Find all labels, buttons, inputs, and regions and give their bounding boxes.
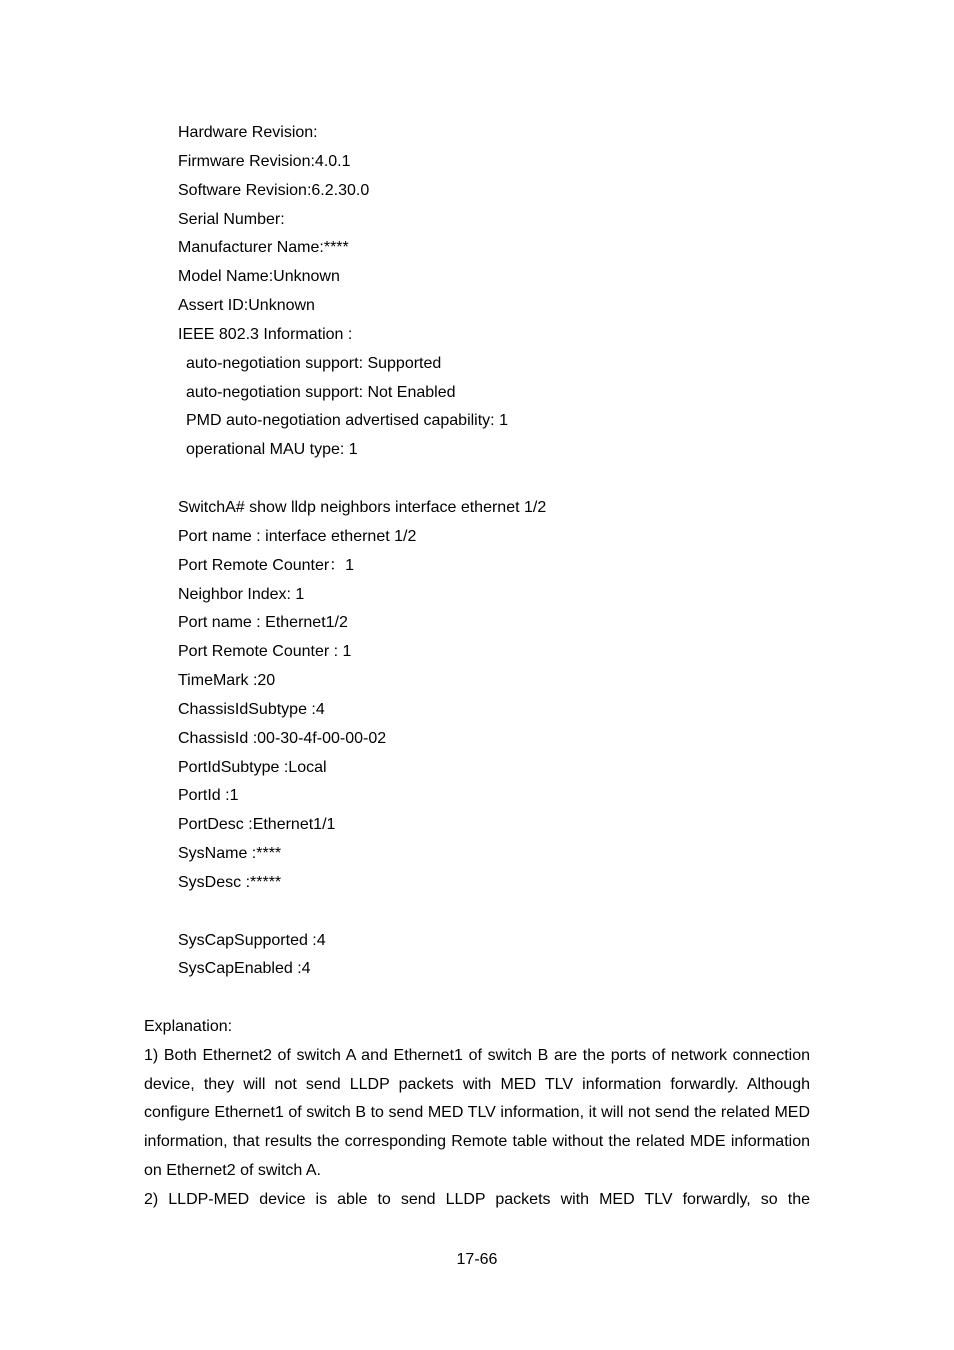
output-line: SysCapSupported :4: [178, 931, 326, 949]
cli-output: [178, 119, 546, 984]
explanation-paragraph-1: 1) Both Ethernet2 of switch A and Ethernet1 of switch B are the ports of network connection device, they will not send LLDP packets with MED TLV information forwardly. Although configure Ethernet1 of switch B to send MED TLV information, it will not send the related MED information, that results the corresponding Remote table without the related MDE information on Ethernet2 of switch A.: [144, 1046, 810, 1179]
output-line: SysName :****: [178, 845, 282, 863]
output-line: Port name : interface ethernet 1/2: [178, 527, 417, 545]
output-line: ChassisIdSubtype :4: [178, 700, 325, 718]
blank-line: [178, 898, 546, 927]
output-line: TimeMark :20: [178, 672, 276, 690]
output-line: Port Remote Counter : 1: [178, 643, 352, 661]
output-line: Assert ID:Unknown: [178, 297, 315, 315]
output-line: SysDesc :*****: [178, 873, 282, 891]
explanation-paragraph-2: 2) LLDP-MED device is able to send LLDP packets with MED TLV forwardly, so the: [144, 1190, 810, 1208]
output-subline: PMD auto-negotiation advertised capability: 1: [186, 412, 508, 430]
output-subline: operational MAU type: 1: [186, 441, 358, 459]
output-subline: auto-negotiation support: Not Enabled: [186, 383, 456, 401]
output-subline: auto-negotiation support: Supported: [186, 354, 442, 372]
output-line: Port Remote Counter：1: [178, 556, 355, 574]
blank-line: [178, 465, 546, 494]
output-line: Hardware Revision:: [178, 124, 318, 141]
explanation-heading: Explanation:: [144, 1018, 233, 1035]
output-line: IEEE 802.3 Information :: [178, 325, 353, 343]
output-line: Port name : Ethernet1/2: [178, 614, 348, 632]
output-line: SwitchA# show lldp neighbors interface ethernet 1/2: [178, 498, 547, 516]
output-line: PortIdSubtype :Local: [178, 758, 327, 776]
output-line: SysCapEnabled :4: [178, 960, 311, 978]
output-line: Firmware Revision:4.0.1: [178, 152, 351, 170]
output-line: Neighbor Index: 1: [178, 585, 305, 603]
output-line: Model Name:Unknown: [178, 268, 340, 286]
output-line: Software Revision:6.2.30.0: [178, 181, 370, 199]
page-number: 17-66: [456, 1251, 498, 1268]
output-line: Manufacturer Name:****: [178, 239, 349, 257]
output-line: ChassisId :00-30-4f-00-00-02: [178, 729, 387, 747]
output-line: Serial Number:: [178, 210, 285, 228]
output-line: PortId :1: [178, 787, 239, 805]
output-line: PortDesc :Ethernet1/1: [178, 816, 336, 834]
explanation-section: [144, 1013, 810, 1215]
